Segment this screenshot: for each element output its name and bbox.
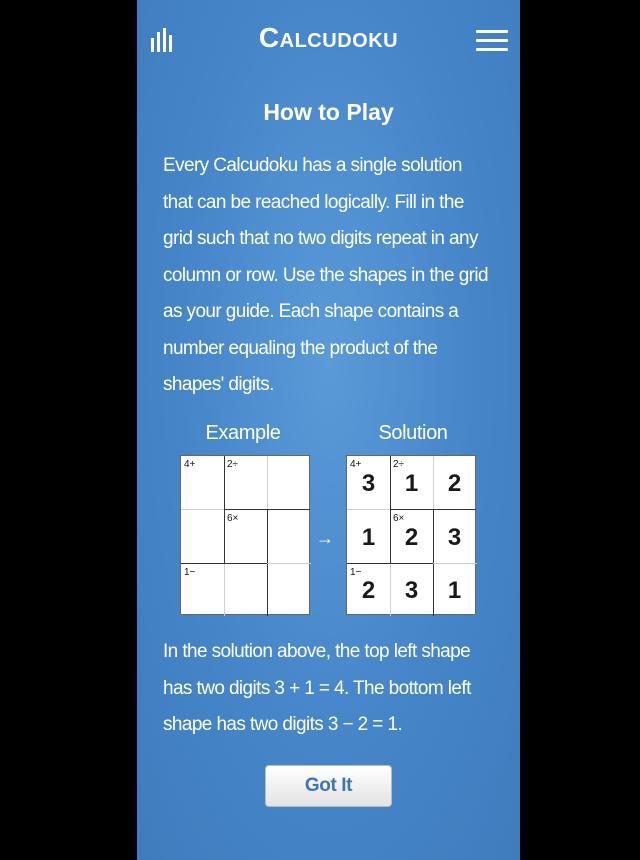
arrow-icon: →: [316, 528, 334, 548]
solution-digit: 2: [404, 524, 419, 551]
cage-label: 6×: [227, 513, 239, 524]
solution-grid: [346, 455, 476, 615]
app-title: Calcudoku: [258, 22, 399, 53]
cage-label: 1−: [350, 567, 362, 578]
cage-label: 4+: [350, 459, 362, 470]
intro-line: shapes' digits.: [163, 374, 274, 395]
solution-digit: 3: [361, 470, 376, 497]
solution-digit: 1: [447, 577, 462, 604]
solution-digit: 2: [361, 577, 376, 604]
intro-line: grid such that no two digits repeat in any: [163, 228, 478, 249]
solution-digit: 1: [404, 470, 419, 497]
solution-digit: 3: [404, 577, 419, 604]
example-grid: [180, 455, 310, 615]
intro-line: column or row. Use the shapes in the grid: [163, 264, 488, 286]
intro-line: Every Calcudoku has a single solution: [163, 155, 462, 176]
solution-digit: 2: [447, 470, 462, 497]
cage-label: 2÷: [393, 459, 405, 470]
intro-line: that can be reached logically. Fill in the: [163, 191, 464, 213]
solution-label: Solution: [378, 422, 448, 444]
intro-text: [163, 148, 503, 404]
how-to-play-title: How to Play: [263, 99, 394, 125]
got-it-button[interactable]: Got It: [265, 765, 392, 807]
cage-label: 6×: [393, 513, 405, 524]
solution-digit: 3: [447, 524, 462, 551]
explanation-line: shape has two digits 3 − 2 = 1.: [163, 714, 403, 735]
explanation-line: has two digits 3 + 1 = 4. The bottom left: [163, 677, 471, 699]
cage-label: 1−: [184, 567, 196, 578]
solution-digit: 1: [361, 524, 376, 551]
cage-label: 2÷: [227, 459, 239, 470]
explanation-line: In the solution above, the top left shape: [163, 641, 471, 662]
intro-line: as your guide. Each shape contains a: [163, 301, 459, 322]
example-label: Example: [205, 422, 281, 444]
hamburger-menu-icon[interactable]: [476, 30, 508, 52]
intro-line: number equaling the product of the: [163, 337, 438, 359]
app-screen: [137, 0, 520, 860]
explanation-text: [163, 634, 503, 744]
header: [137, 0, 520, 82]
cage-label: 4+: [184, 459, 196, 470]
